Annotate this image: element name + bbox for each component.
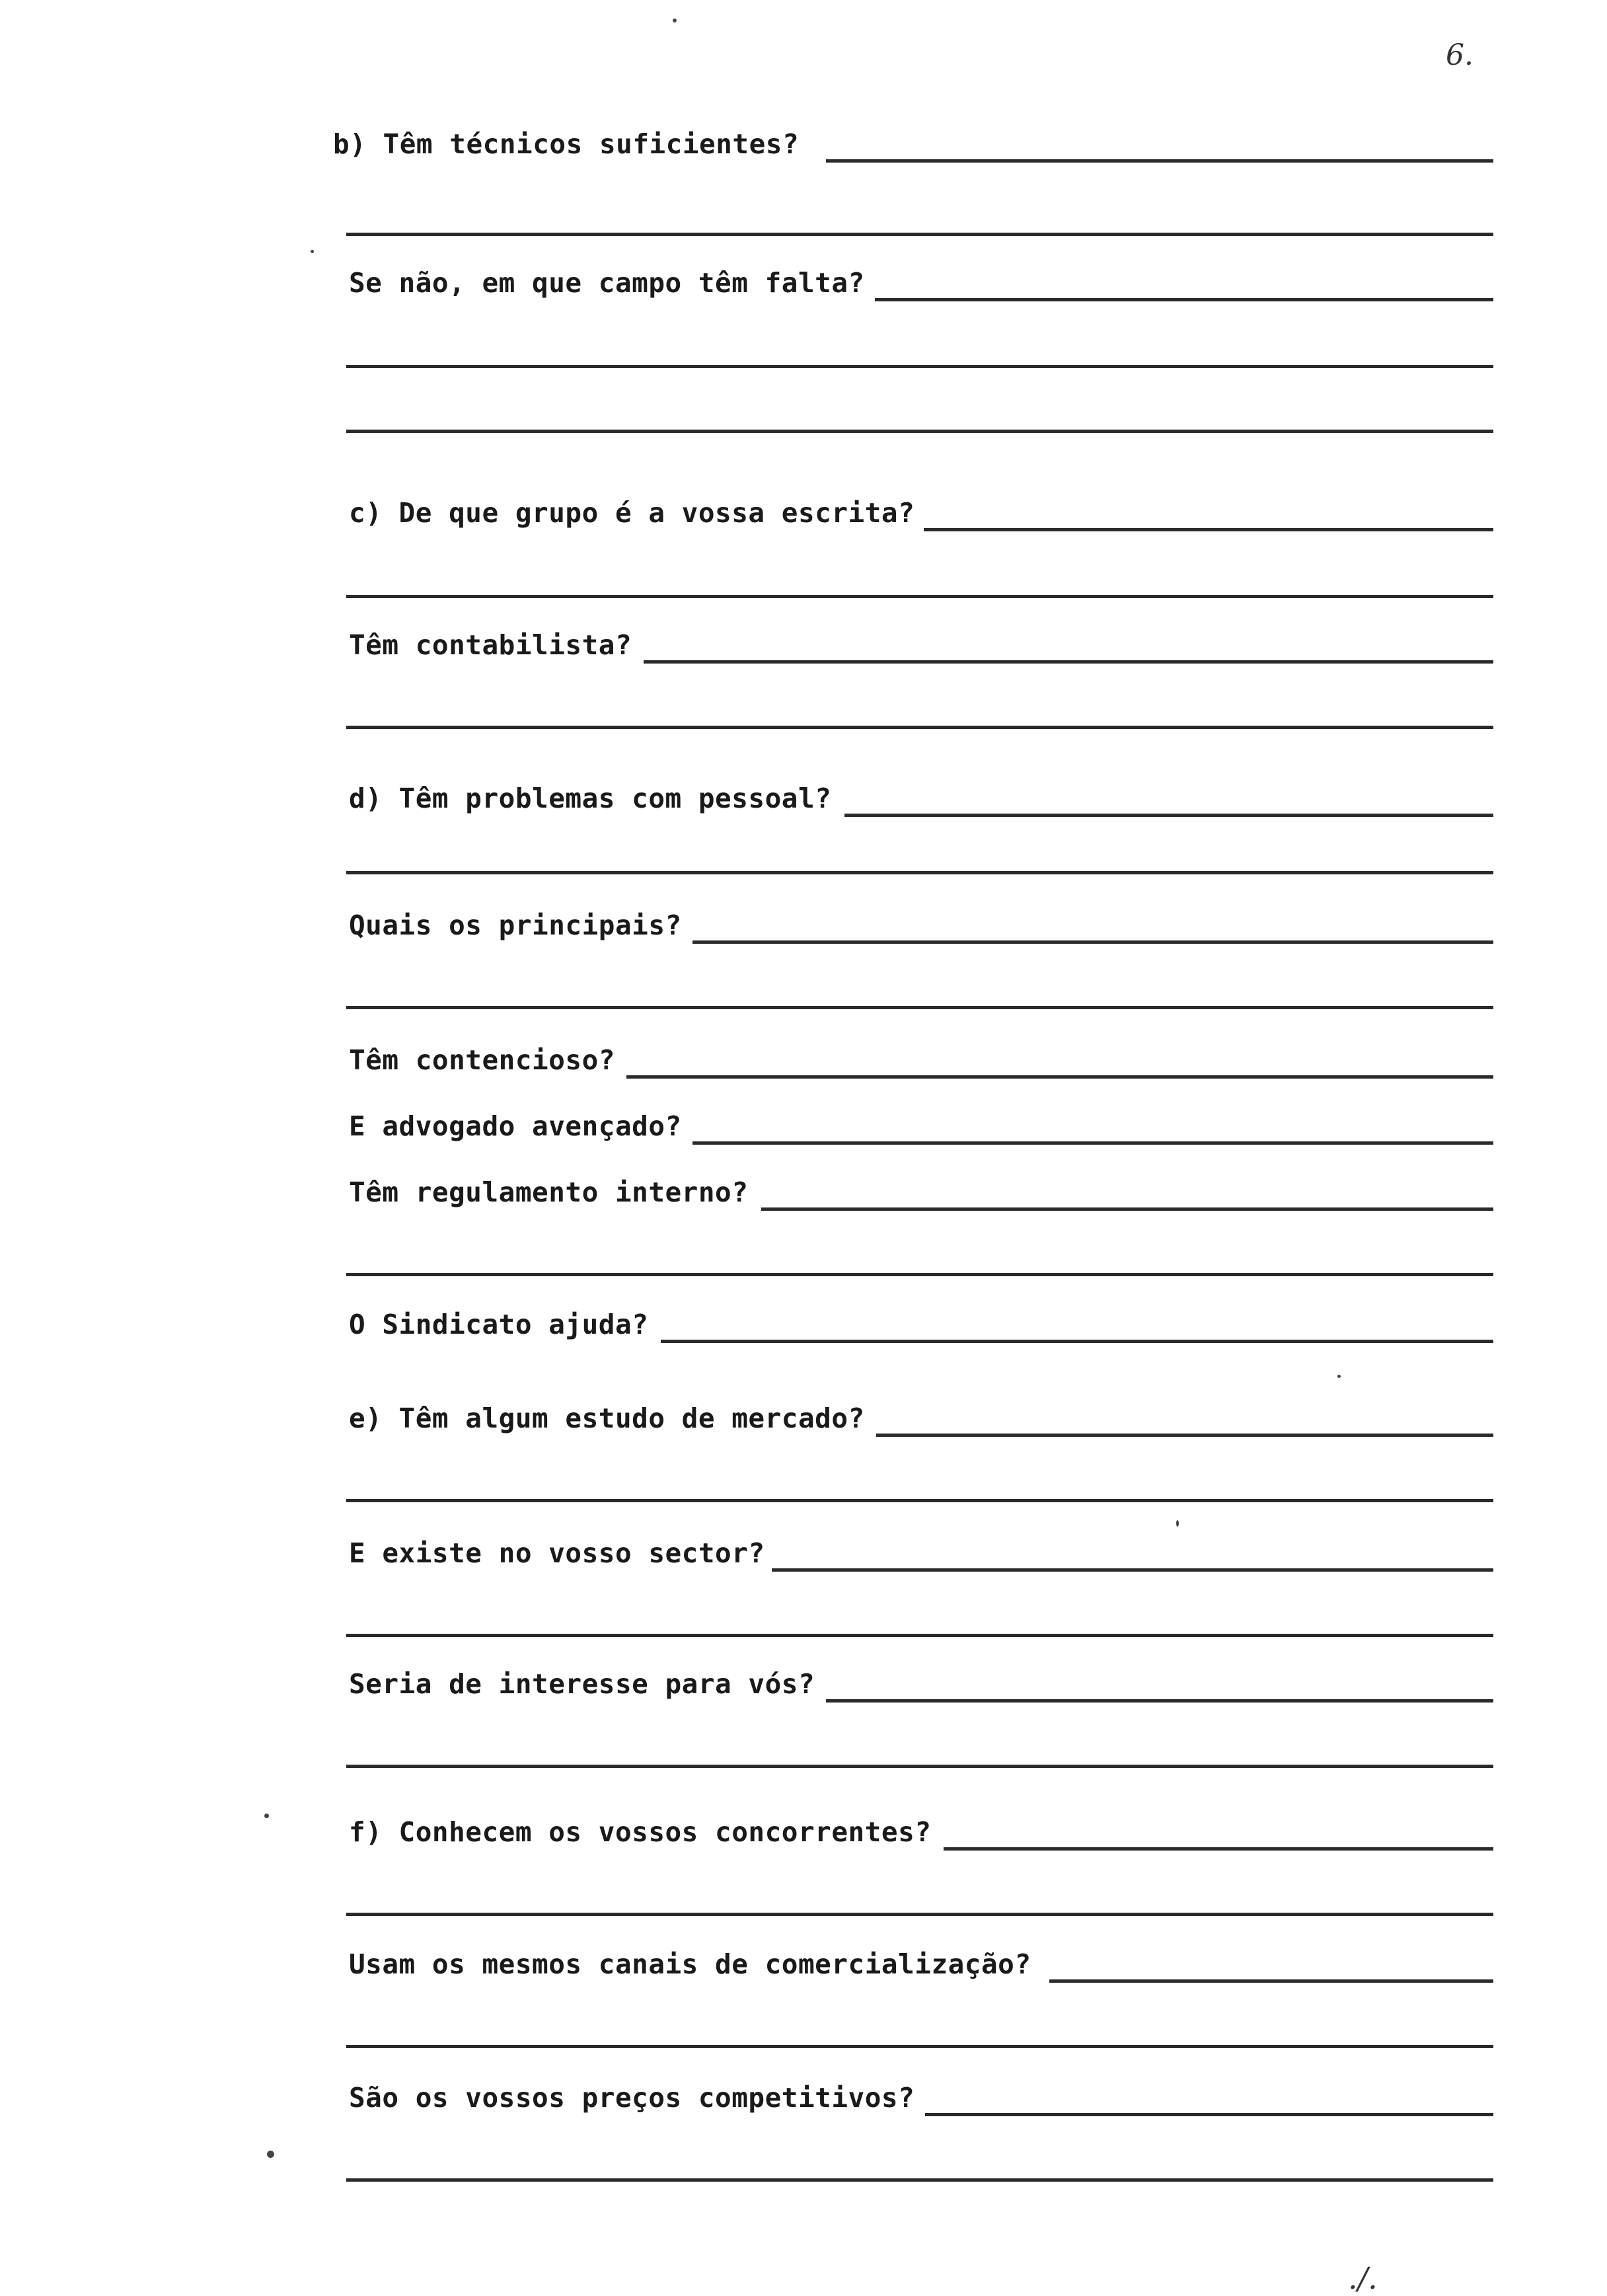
question-label: c) De que grupo é a vossa escrita? bbox=[349, 497, 915, 529]
answer-continuation-line[interactable] bbox=[346, 2178, 1493, 2182]
answer-continuation-line[interactable] bbox=[346, 2045, 1493, 2048]
question-label: E existe no vosso sector? bbox=[349, 1537, 765, 1569]
question-label: f) Conhecem os vossos concorrentes? bbox=[349, 1816, 932, 1848]
question-row bbox=[349, 1814, 1493, 1853]
question-label: Se não, em que campo têm falta? bbox=[349, 267, 865, 299]
answer-continuation-line[interactable] bbox=[346, 233, 1493, 236]
answer-line[interactable] bbox=[692, 940, 1493, 944]
question-row bbox=[349, 2079, 1493, 2119]
question-label: Quais os principais? bbox=[349, 909, 682, 941]
answer-line[interactable] bbox=[761, 1207, 1493, 1211]
question-label: Seria de interesse para vós? bbox=[349, 1668, 815, 1700]
question-label: d) Têm problemas com pessoal? bbox=[349, 783, 832, 814]
question-row bbox=[349, 494, 1493, 534]
answer-line[interactable] bbox=[844, 814, 1493, 817]
scan-speck bbox=[311, 250, 314, 253]
question-row bbox=[349, 264, 1493, 304]
scan-speck bbox=[1337, 1375, 1341, 1378]
answer-line[interactable] bbox=[876, 1434, 1493, 1437]
question-row bbox=[333, 126, 1493, 165]
answer-line[interactable] bbox=[875, 298, 1493, 301]
question-label: Têm regulamento interno? bbox=[349, 1176, 749, 1208]
answer-line[interactable] bbox=[826, 159, 1493, 163]
answer-continuation-line[interactable] bbox=[346, 1006, 1493, 1009]
answer-line[interactable] bbox=[661, 1340, 1493, 1343]
answer-line[interactable] bbox=[924, 528, 1493, 531]
answer-line[interactable] bbox=[772, 1568, 1493, 1572]
question-label: Têm contabilista? bbox=[349, 629, 632, 661]
answer-line[interactable] bbox=[692, 1141, 1493, 1145]
answer-line[interactable] bbox=[1049, 1979, 1493, 1983]
answer-line[interactable] bbox=[644, 660, 1493, 664]
question-row bbox=[349, 1306, 1493, 1346]
answer-line[interactable] bbox=[944, 1847, 1493, 1851]
question-label: São os vossos preços competitivos? bbox=[349, 2082, 915, 2114]
question-label: Têm contencioso? bbox=[349, 1044, 615, 1076]
question-row bbox=[349, 1108, 1493, 1147]
answer-continuation-line[interactable] bbox=[346, 871, 1493, 874]
answer-continuation-line[interactable] bbox=[346, 430, 1493, 433]
question-label: b) Têm técnicos suficientes? bbox=[333, 128, 800, 160]
question-row bbox=[349, 907, 1493, 946]
answer-continuation-line[interactable] bbox=[346, 1499, 1493, 1502]
page-number: 6. bbox=[1446, 38, 1474, 72]
answer-continuation-line[interactable] bbox=[346, 1273, 1493, 1276]
answer-continuation-line[interactable] bbox=[346, 1913, 1493, 1916]
answer-continuation-line[interactable] bbox=[346, 1634, 1493, 1637]
question-row bbox=[349, 627, 1493, 666]
scan-speck bbox=[673, 19, 677, 22]
scan-speck bbox=[1176, 1520, 1179, 1527]
question-label: O Sindicato ajuda? bbox=[349, 1309, 649, 1340]
answer-continuation-line[interactable] bbox=[346, 365, 1493, 368]
continuation-mark: ./. bbox=[1348, 2260, 1378, 2296]
question-label: E advogado avençado? bbox=[349, 1110, 682, 1142]
answer-line[interactable] bbox=[826, 1699, 1493, 1703]
answer-continuation-line[interactable] bbox=[346, 726, 1493, 729]
answer-line[interactable] bbox=[925, 2113, 1493, 2116]
scan-speck bbox=[267, 2151, 274, 2158]
question-label: e) Têm algum estudo de mercado? bbox=[349, 1402, 865, 1434]
question-row bbox=[349, 780, 1493, 820]
question-row bbox=[349, 1665, 1493, 1705]
question-label: Usam os mesmos canais de comercialização? bbox=[349, 1948, 1031, 1980]
answer-continuation-line[interactable] bbox=[346, 595, 1493, 598]
question-row bbox=[349, 1400, 1493, 1439]
answer-line[interactable] bbox=[626, 1075, 1493, 1079]
question-row bbox=[349, 1535, 1493, 1574]
question-row bbox=[349, 1174, 1493, 1213]
scan-speck bbox=[264, 1814, 269, 1818]
question-row bbox=[349, 1042, 1493, 1081]
answer-continuation-line[interactable] bbox=[346, 1765, 1493, 1768]
question-row bbox=[349, 1946, 1493, 1985]
